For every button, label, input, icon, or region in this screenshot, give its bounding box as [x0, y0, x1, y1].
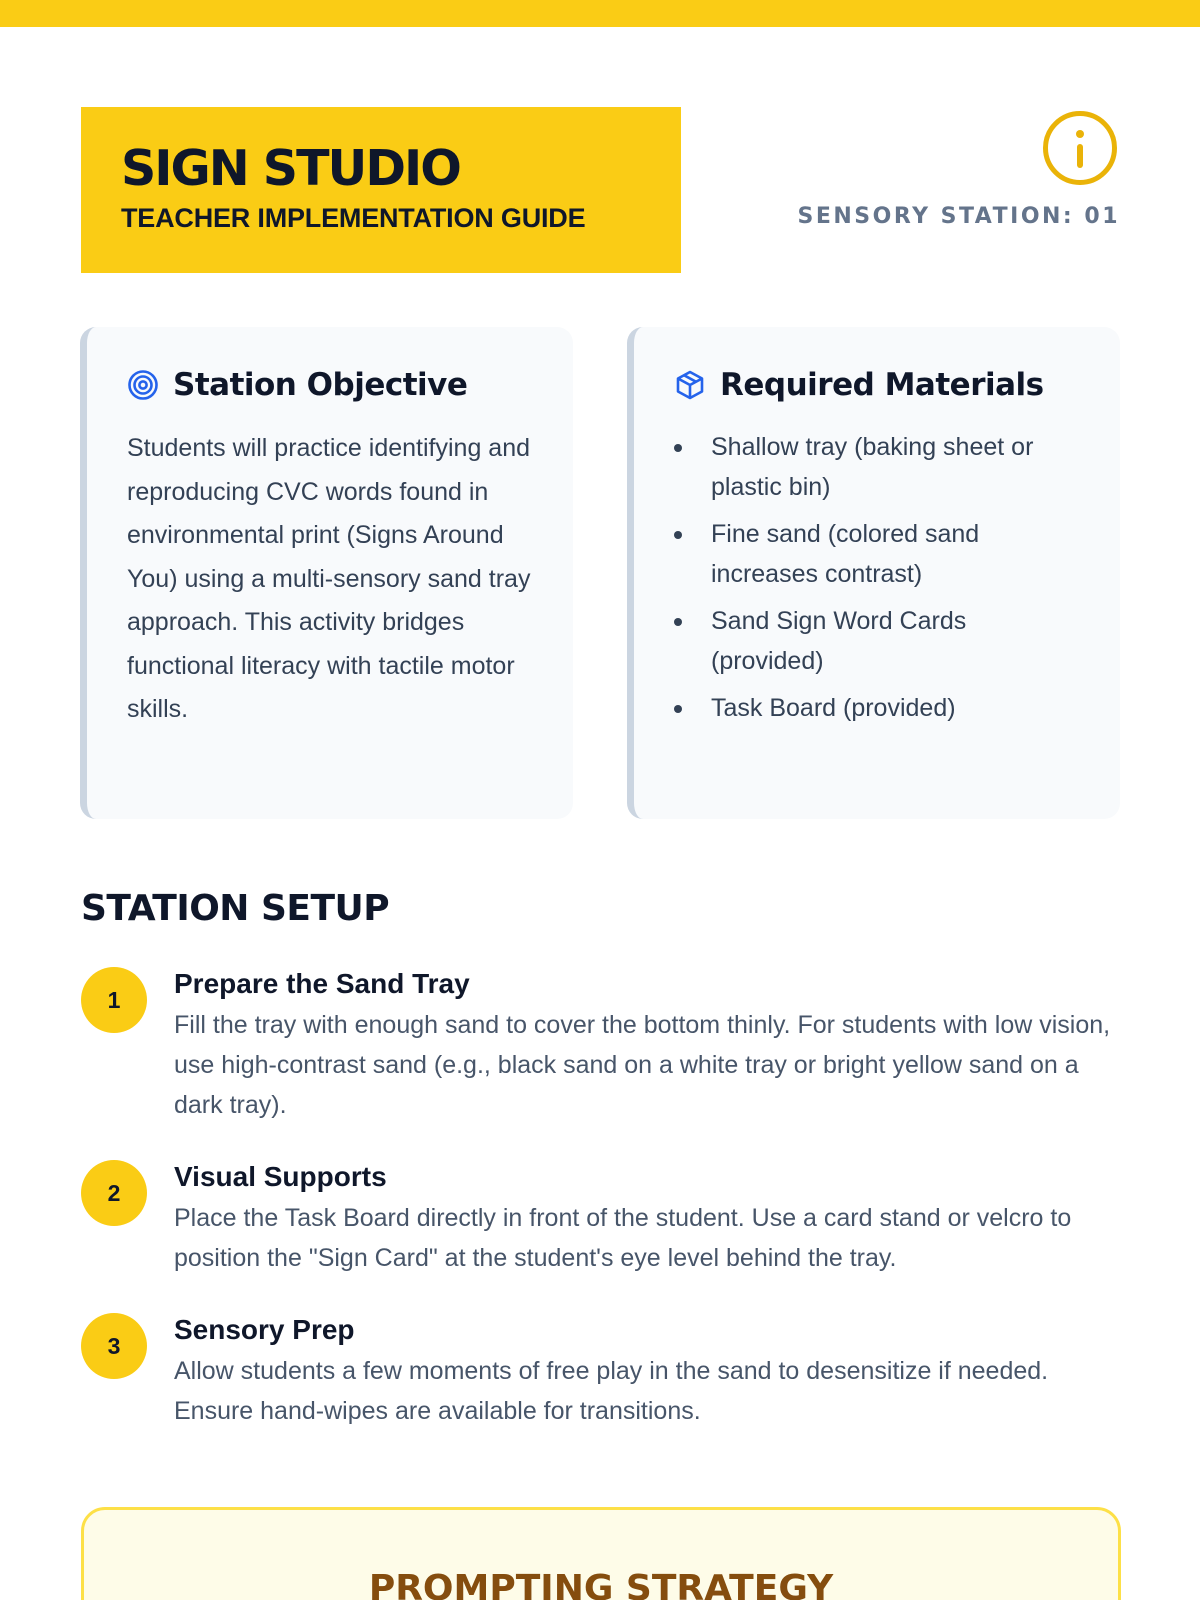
materials-card	[627, 327, 1120, 819]
objective-body: Students will practice identifying and reproducing CVC words found in environmental print (Signs Around You) using a multi-sensory sand tray approach. This activity bridges functional literacy with tactile motor skills.	[127, 434, 531, 723]
materials-heading	[674, 365, 1082, 405]
box-icon	[674, 369, 706, 401]
materials-title: Required Materials	[720, 367, 1044, 403]
list-item: Task Board (provided)	[674, 688, 1082, 728]
setup-step-2	[81, 1160, 1121, 1278]
objective-heading	[127, 365, 535, 405]
title-banner	[81, 107, 681, 273]
objective-card	[80, 327, 573, 819]
step-number-badge: 1	[81, 967, 147, 1033]
list-item: Shallow tray (baking sheet or plastic bin)	[674, 427, 1082, 507]
step-number-badge: 2	[81, 1160, 147, 1226]
page-title: SIGN STUDIO	[121, 140, 460, 197]
materials-list	[674, 427, 1082, 728]
list-item: Sand Sign Word Cards (provided)	[674, 601, 1082, 681]
prompting-strategy-heading: PROMPTING STRATEGY	[368, 1568, 834, 1600]
page-subtitle: TEACHER IMPLEMENTATION GUIDE	[121, 203, 586, 233]
objective-title: Station Objective	[173, 367, 468, 403]
station-tag: SENSORY STATION: 01	[797, 204, 1120, 229]
step-body: Place the Task Board directly in front of the student. Use a card stand or velcro to position the "Sign Card" at the student's eye level behind the tray.	[174, 1204, 1072, 1272]
info-icon[interactable]	[1043, 111, 1117, 185]
step-title: Sensory Prep	[174, 1314, 355, 1345]
step-title: Visual Supports	[174, 1161, 387, 1192]
setup-step-3	[81, 1313, 1121, 1431]
station-setup-heading: STATION SETUP	[81, 888, 390, 929]
prompting-strategy-box	[81, 1507, 1121, 1600]
step-number-badge: 3	[81, 1313, 147, 1379]
step-title: Prepare the Sand Tray	[174, 968, 470, 999]
setup-step-1	[81, 967, 1121, 1125]
step-body: Fill the tray with enough sand to cover the bottom thinly. For students with low vision, use high-contrast sand (e.g., black sand on a white tray or bright yellow sand on a dark tray).	[174, 1011, 1111, 1119]
step-body: Allow students a few moments of free play in the sand to desensitize if needed. Ensure hand-wipes are available for transitions.	[174, 1357, 1049, 1425]
top-accent-bar	[0, 0, 1200, 27]
list-item: Fine sand (colored sand increases contrast)	[674, 514, 1082, 594]
target-icon	[127, 369, 159, 401]
